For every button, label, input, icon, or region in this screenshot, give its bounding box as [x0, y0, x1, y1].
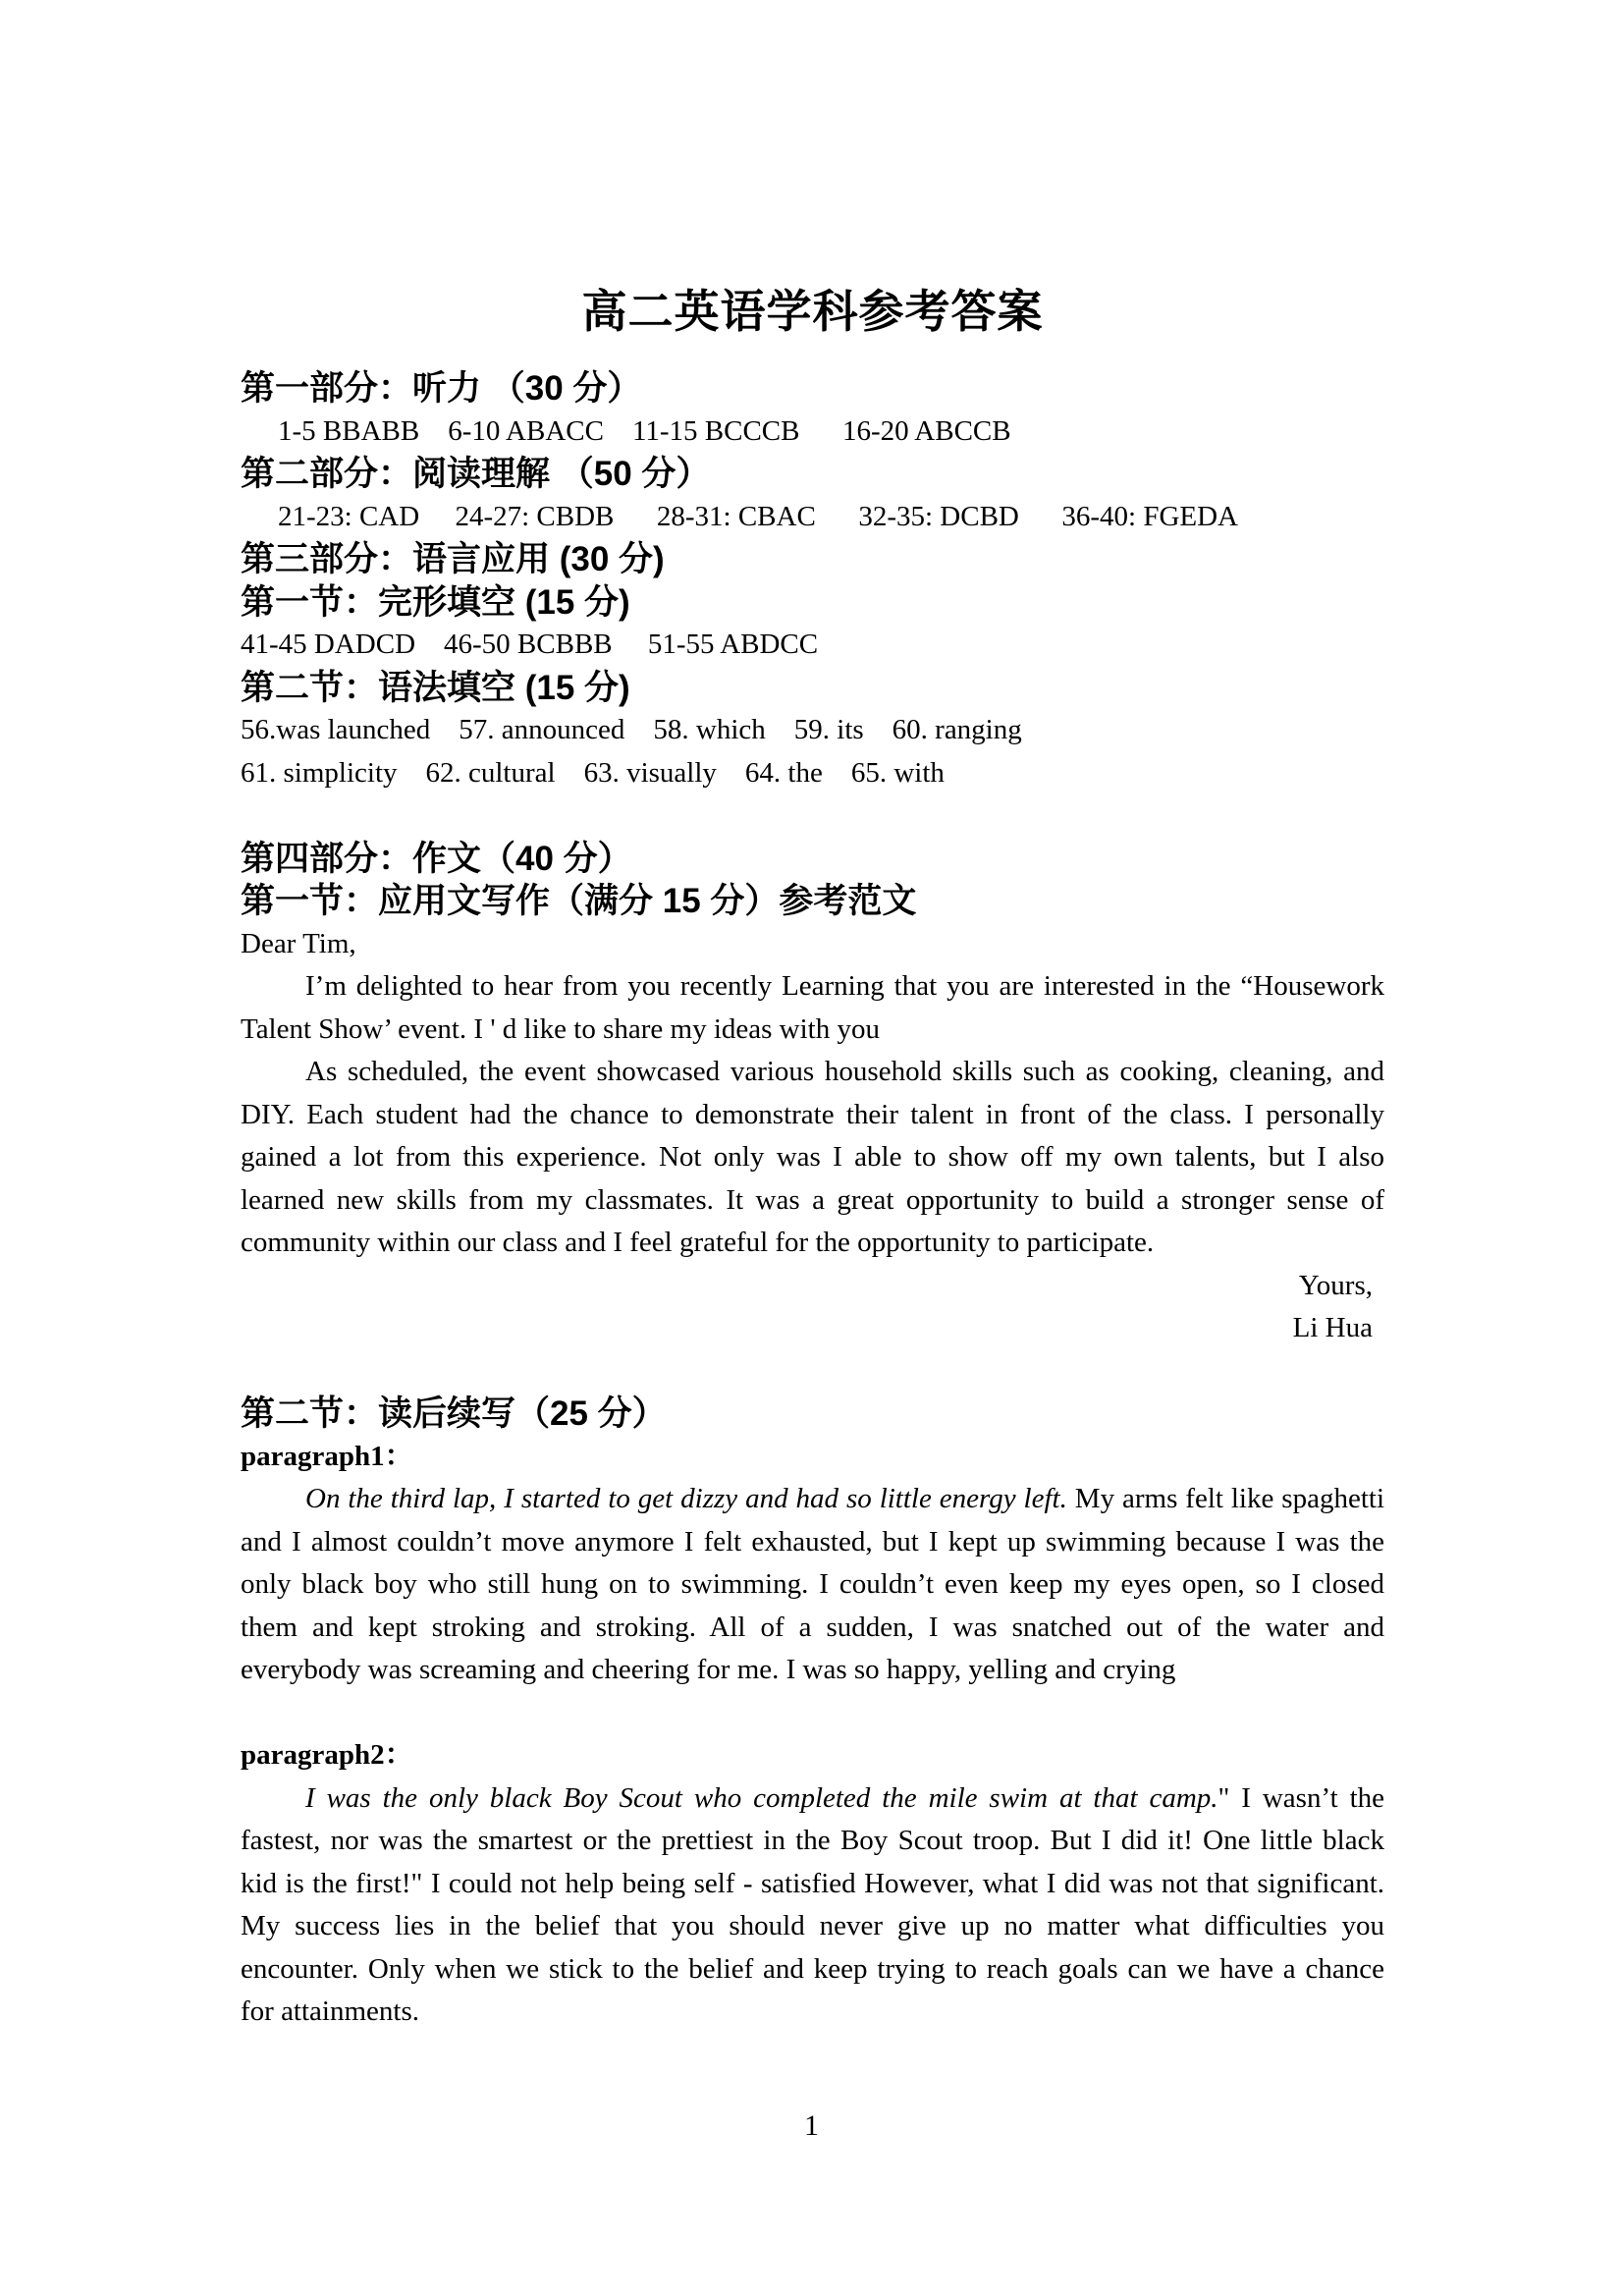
grammar-section-heading: 第二节：语法填空 (15 分) — [241, 668, 630, 707]
paragraph1-italic-lead: On the third lap, I started to get dizzy and had so little energy left. — [305, 1483, 1067, 1514]
letter-closing: Yours, — [1298, 1269, 1373, 1301]
paragraph1-line — [241, 1478, 1384, 1521]
letter-signature: Li Hua — [1292, 1312, 1373, 1343]
letter-para2-line: gained a lot from this experience. Not only was I able to show off my own talents, but I also — [241, 1141, 1384, 1173]
letter-salutation: Dear Tim, — [241, 927, 356, 959]
paragraph2-lead-rest: " I wasn’t the — [1217, 1781, 1384, 1814]
letter-para1-line: Talent Show’ event. I ' d like to share my ideas with you — [241, 1012, 880, 1045]
page-number: 1 — [804, 2109, 819, 2142]
section-spacer — [241, 794, 1384, 838]
part1-heading: 第一部分：听力 （30 分） — [241, 369, 642, 408]
paragraph2-italic-lead: I was the only black Boy Scout who completed the mile swim at that camp. — [305, 1781, 1218, 1814]
letter-para2-line: As scheduled, the event showcased various household skills such as cooking, cleaning, and — [305, 1056, 1384, 1087]
paragraph2-line: My success lies in the belief that you should never give up no matter what difficulties you — [241, 1910, 1384, 1941]
continuation-section-heading: 第二节：读后续写（25 分） — [241, 1394, 667, 1433]
cloze-answers: 41-45 DADCD 46-50 BCBBB 51-55 ABDCC — [241, 629, 819, 660]
section-spacer — [241, 1350, 1384, 1394]
listening-answers: 1-5 BBABB 6-10 ABACC 11-15 BCCCB 16-20 ABCCB — [278, 414, 1011, 447]
reading-answers: 21-23: CAD 24-27: CBDB 28-31: CBAC 32-35: DCBD 36-40: FGEDA — [278, 500, 1238, 532]
letter-para2-line: DIY. Each student had the chance to demonstrate their talent in front of the class. I personally — [241, 1098, 1384, 1130]
paragraph2-line: for attainments. — [241, 1995, 420, 2027]
writing-section-heading: 第一节：应用文写作（满分 15 分）参考范文 — [241, 882, 917, 920]
paragraph1-line: and I almost couldn’t move anymore I felt exhausted, but I kept up swimming because I was the — [241, 1525, 1384, 1558]
paragraph2-line: kid is the first!" I could not help being self - satisfied However, what I did was not that significant. — [241, 1867, 1384, 1899]
grammar-answers-line1: 56.was launched 57. announced 58. which 59. its 60. ranging — [241, 714, 1022, 745]
letter-para2-line: community within our class and I feel grateful for the opportunity to participate. — [241, 1227, 1155, 1258]
document-title: 高二英语学科参考答案 — [581, 286, 1044, 337]
paragraph1-line: everybody was screaming and cheering for me. I was so happy, yelling and crying — [241, 1654, 1176, 1685]
cloze-section-heading: 第一节：完形填空 (15 分) — [241, 582, 630, 622]
paragraph2-line: encounter. Only when we stick to the belief and keep trying to reach goals can we have a chance — [241, 1952, 1384, 1985]
paragraph2-line — [241, 1777, 1384, 1821]
letter-para1-line: I’m delighted to hear from you recently Learning that you are interested in the “Housework — [305, 970, 1384, 1002]
document-content — [241, 0, 1384, 2034]
letter-para2-line: learned new skills from my classmates. It was a great opportunity to build a stronger sense of — [241, 1183, 1384, 1216]
paragraph1-lead-rest: My arms felt like spaghetti — [1066, 1483, 1384, 1514]
paragraph2-label: paragraph2： — [241, 1739, 413, 1771]
grammar-answers-line2: 61. simplicity 62. cultural 63. visually 64. the 65. with — [241, 756, 945, 789]
paragraph1-line: them and kept stroking and stroking. All of a sudden, I was snatched out of the water and — [241, 1611, 1384, 1643]
paragraph2-line: fastest, nor was the smartest or the prettiest in the Boy Scout troop. But I did it! One little black — [241, 1825, 1384, 1856]
paragraph1-label: paragraph1： — [241, 1440, 413, 1472]
section-spacer — [241, 1692, 1384, 1735]
part4-heading: 第四部分：作文（40 分） — [241, 839, 632, 878]
paragraph1-line: only black boy who still hung on to swimming. I couldn’t even keep my eyes open, so I closed — [241, 1568, 1384, 1600]
part3-heading: 第三部分：语言应用 (30 分) — [241, 540, 665, 578]
part2-heading: 第二部分：阅读理解 （50 分） — [241, 455, 711, 493]
